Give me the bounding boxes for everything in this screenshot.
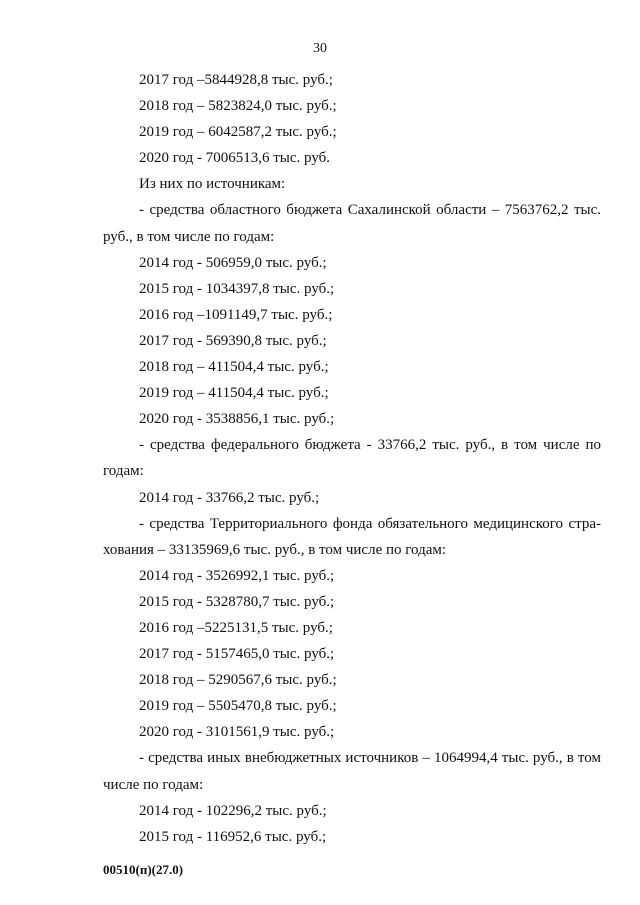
text-line: 2020 год - 7006513,6 тыс. руб.	[139, 150, 331, 167]
text-line: - средства областного бюджета Сахалинской области – 7563762,2 тыс.	[139, 202, 601, 219]
document-code: 00510(п)(27.0)	[103, 862, 184, 877]
text-line: 2014 год - 33766,2 тыс. руб.;	[139, 489, 320, 506]
text-line: 2020 год - 3538856,1 тыс. руб.;	[139, 411, 335, 428]
text-line: 2014 год - 102296,2 тыс. руб.;	[139, 802, 327, 819]
text-line: 2016 год –1091149,7 тыс. руб.;	[139, 306, 333, 323]
text-line: - средства Территориального фонда обязательного медицинского стра-	[139, 515, 601, 532]
text-line: 2018 год – 5823824,0 тыс. руб.;	[139, 98, 337, 115]
text-line: - средства федерального бюджета - 33766,2 тыс. руб., в том числе по	[139, 437, 601, 454]
text-line: 2016 год –5225131,5 тыс. руб.;	[139, 619, 333, 636]
text-line: 2020 год - 3101561,9 тыс. руб.;	[139, 724, 335, 741]
text-line: 2015 год - 1034397,8 тыс. руб.;	[139, 280, 335, 297]
text-line: числе по годам:	[103, 776, 204, 793]
text-line: 2019 год – 6042587,2 тыс. руб.;	[139, 124, 337, 141]
text-line: руб., в том числе по годам:	[103, 228, 275, 245]
text-line: 2017 год –5844928,8 тыс. руб.;	[139, 72, 333, 88]
text-line: - средства иных внебюджетных источников – 1064994,4 тыс. руб., в том	[139, 750, 601, 767]
text-line: хования – 33135969,6 тыс. руб., в том числе по годам:	[103, 541, 447, 558]
text-line: 2015 год - 5328780,7 тыс. руб.;	[139, 593, 335, 610]
text-line: Из них по источникам:	[139, 176, 286, 193]
text-line: 2019 год – 5505470,8 тыс. руб.;	[139, 698, 337, 715]
text-line: 2018 год – 5290567,6 тыс. руб.;	[139, 672, 337, 689]
document-body	[103, 67, 601, 850]
text-line: 2014 год - 3526992,1 тыс. руб.;	[139, 567, 335, 584]
text-line: годам:	[103, 463, 144, 480]
text-line: 2017 год - 5157465,0 тыс. руб.;	[139, 646, 335, 663]
text-line: 2015 год - 116952,6 тыс. руб.;	[139, 828, 327, 845]
page-number: 30	[313, 41, 327, 56]
text-line: 2014 год - 506959,0 тыс. руб.;	[139, 254, 327, 271]
text-line: 2017 год - 569390,8 тыс. руб.;	[139, 332, 327, 349]
text-line: 2018 год – 411504,4 тыс. руб.;	[139, 359, 329, 376]
text-line: 2019 год – 411504,4 тыс. руб.;	[139, 385, 329, 402]
